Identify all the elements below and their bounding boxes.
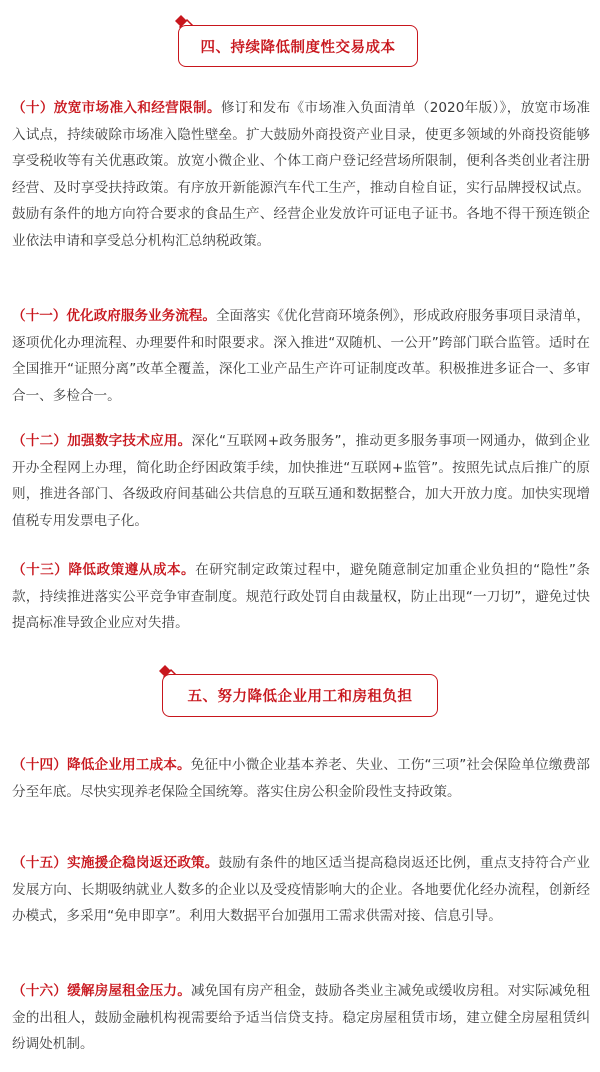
item-body: 深化“互联网+政务服务”，推动更多服务事项一网通办，做到企业开办全程网上办理，简化助企纾困政策手续，加快推进“互联网+监管”。按照先试点后推广的原则，推进各部门、各级政府间基础公共信息的互联互通和数据整合，加大开放力度。加快实现增值税专用发票电子化。 — [12, 433, 590, 529]
paragraph-item — [12, 557, 590, 637]
item-body: 修订和发布《市场准入负面清单（2020年版）》，放宽市场准入试点，持续破除市场准入隐性壁垒。扩大鼓励外商投资产业目录，使更多领域的外商投资能够享受税收等有关优惠政策。放宽小微企业、个体工商户登记经营场所限制，便利各类创业者注册经营、及时享受扶持政策。有序放开新能源汽车代工生产，推动自检自证，实行品牌授权试点。鼓励有条件的地方向符合要求的食品生产、经营企业发放许可证电子证书。各地不得干预连锁企业依法申请和享受总分机构汇总纳税政策。 — [12, 100, 590, 249]
item-body: 免征中小微企业基本养老、失业、工伤“三项”社会保险单位缴费部分至年底。尽快实现养老保险全国统筹。落实住房公积金阶段性支持政策。 — [12, 757, 590, 800]
item-body: 全面落实《优化营商环境条例》，形成政府服务事项目录清单，逐项优化办理流程、办理要件和时限要求。深入推进“双随机、一公开”跨部门联合监管。适时在全国推开“证照分离”改革全覆盖，深化工业产品生产许可证制度改革。积极推进多证合一、多审合一、多检合一。 — [12, 308, 590, 404]
section-header-5 — [0, 664, 600, 724]
paragraph-item — [12, 752, 590, 805]
item-lead: （十六）缓解房屋租金压力。 — [12, 983, 191, 999]
item-body: 减免国有房产租金，鼓励各类业主减免或缓收房租。对实际减免租金的出租人，鼓励金融机构视需要给予适当信贷支持。稳定房屋租赁市场，建立健全房屋租赁纠纷调处机制。 — [12, 983, 591, 1052]
paragraph-item — [12, 303, 590, 409]
paragraph-item — [12, 95, 590, 254]
item-lead: （十四）降低企业用工成本。 — [12, 757, 191, 773]
item-lead: （十五）实施援企稳岗返还政策。 — [12, 855, 219, 871]
section-header-4 — [0, 14, 600, 74]
paragraph-item — [12, 850, 590, 930]
item-lead: （十一）优化政府服务业务流程。 — [12, 308, 216, 324]
item-body: 在研究制定政策过程中，避免随意制定加重企业负担的“隐性”条款，持续推进落实公平竞争审查制度。规范行政处罚自由裁量权，防止出现“一刀切”，避免过快提高标准导致企业应对失措。 — [12, 562, 590, 631]
paragraph-item — [12, 978, 590, 1058]
section-heading: 五、努力降低企业用工和房租负担 — [162, 674, 438, 717]
section-heading: 四、持续降低制度性交易成本 — [178, 25, 418, 67]
item-body: 鼓励有条件的地区适当提高稳岗返还比例，重点支持符合产业发展方向、长期吸纳就业人数多的企业以及受疫情影响大的企业。各地要优化经办流程，创新经办模式，多采用“免申即享”。利用大数据平台加强用工需求供需对接、信息引导。 — [12, 855, 591, 924]
paragraph-item — [12, 428, 590, 534]
item-lead: （十）放宽市场准入和经营限制。 — [12, 100, 221, 116]
item-lead: （十二）加强数字技术应用。 — [12, 433, 192, 449]
item-lead: （十三）降低政策遵从成本。 — [12, 562, 196, 578]
